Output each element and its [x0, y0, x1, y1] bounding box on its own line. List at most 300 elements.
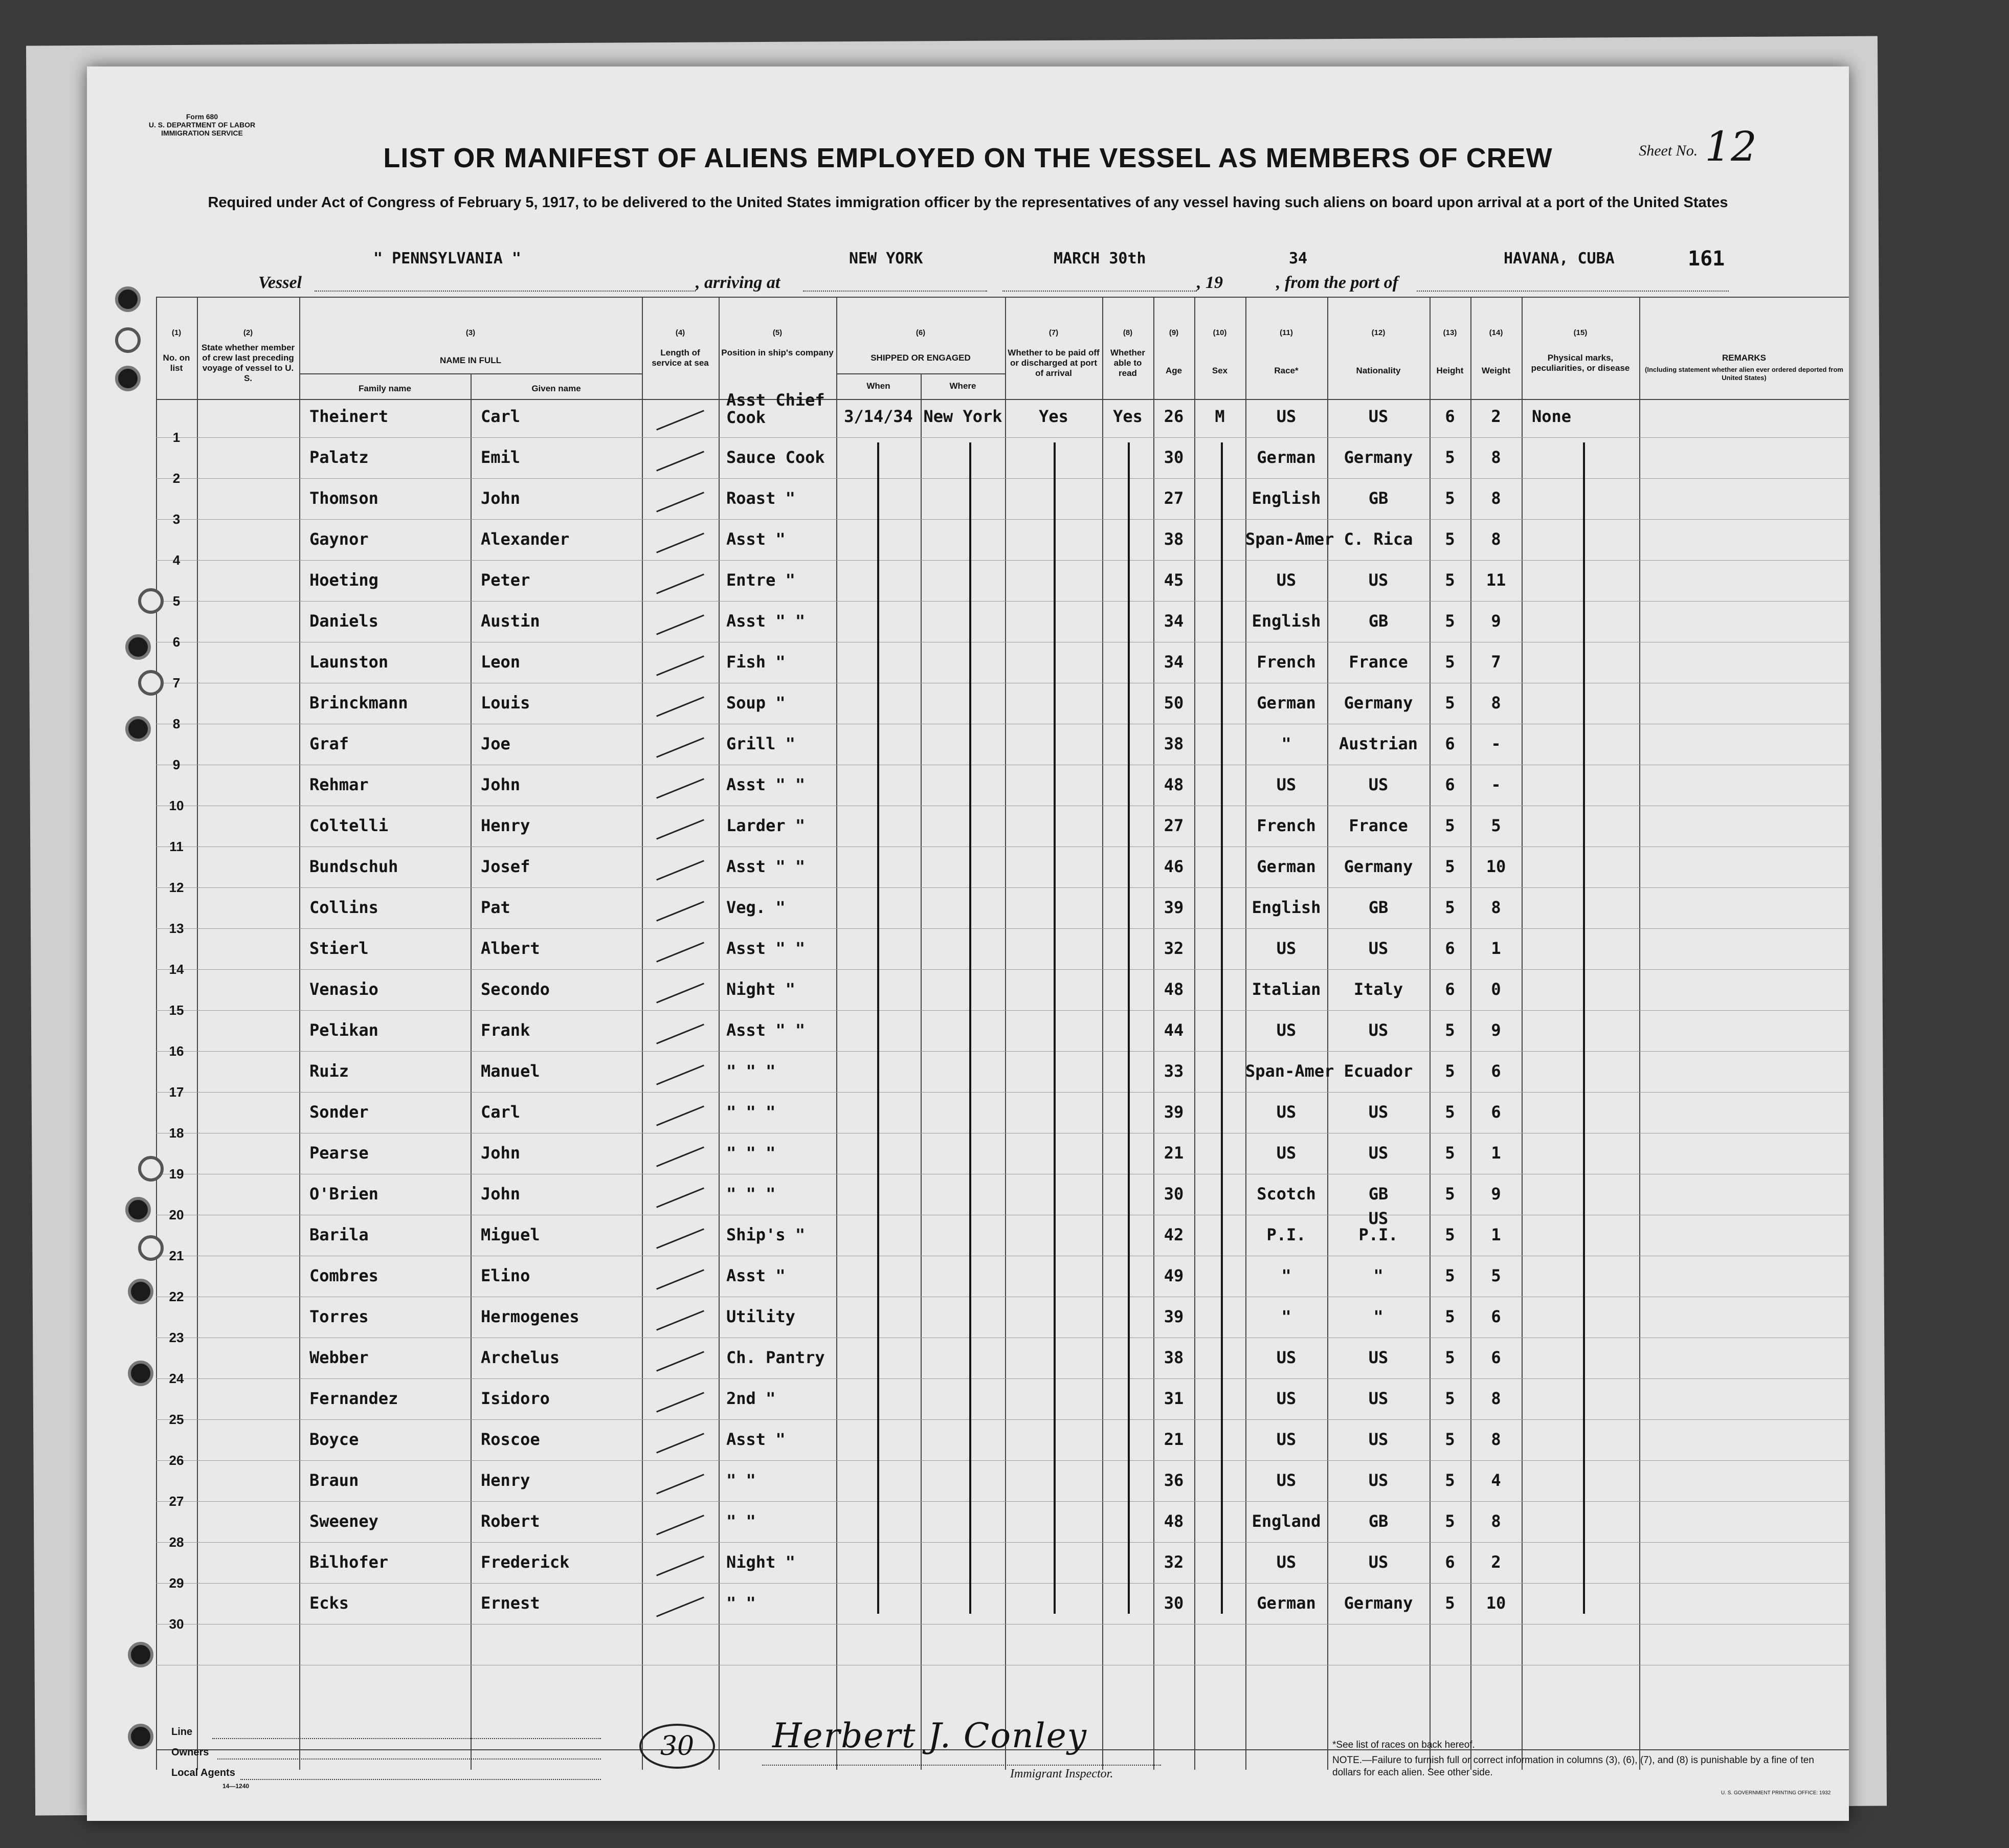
row-divider	[156, 437, 1849, 438]
arrival-year: 34	[1289, 250, 1308, 268]
row-divider	[156, 1051, 1849, 1052]
row-number: 15	[169, 1003, 184, 1018]
row-divider	[156, 560, 1849, 561]
race-cell: US	[1276, 1348, 1297, 1367]
given-name-cell: Carl	[481, 1102, 521, 1122]
row-number: 5	[172, 593, 181, 609]
row-divider	[156, 519, 1849, 520]
header-nationality: Nationality	[1356, 366, 1401, 375]
weight-cell: 6	[1491, 1307, 1501, 1326]
header-sex: Sex	[1212, 366, 1228, 375]
weight-cell: 6	[1491, 1102, 1501, 1122]
age-cell: 34	[1164, 611, 1184, 631]
age-cell: 45	[1164, 570, 1184, 590]
weight-cell: 6	[1491, 1348, 1501, 1367]
family-name-cell: O'Brien	[309, 1184, 378, 1204]
family-name-cell: Fernandez	[309, 1389, 398, 1408]
header-when: When	[866, 381, 890, 391]
service-tick-mark	[656, 983, 704, 1003]
age-cell: 32	[1164, 939, 1184, 958]
nationality-cell: "	[1373, 1266, 1383, 1285]
binder-hole	[125, 634, 151, 660]
position-cell: Ship's "	[726, 1225, 806, 1244]
height-cell: 5	[1445, 816, 1455, 835]
service-tick-mark	[656, 451, 704, 471]
service-tick-mark	[656, 860, 704, 880]
header-no-on-list: No. on list	[163, 353, 190, 373]
family-name-cell: Palatz	[309, 448, 369, 467]
nationality-cell: Italy	[1353, 979, 1403, 999]
age-cell: 50	[1164, 693, 1184, 713]
weight-cell: 8	[1491, 488, 1501, 508]
column-divider	[719, 297, 720, 1770]
service-tick-mark	[656, 942, 704, 962]
given-name-cell: Henry	[481, 1471, 530, 1490]
position-cell: Grill "	[726, 734, 795, 753]
form-identifier	[136, 113, 269, 137]
given-name-cell: Miguel	[481, 1225, 540, 1244]
age-cell: 31	[1164, 1389, 1184, 1408]
service-tick-mark	[656, 737, 704, 758]
family-name-cell: Boyce	[309, 1430, 359, 1449]
height-cell: 5	[1445, 488, 1455, 508]
given-name-cell: Robert	[481, 1511, 540, 1531]
age-cell: 30	[1164, 1184, 1184, 1204]
height-cell: 6	[1445, 734, 1455, 753]
row-divider	[156, 1010, 1849, 1011]
header-weight: Weight	[1481, 366, 1511, 375]
header-physical-marks: Physical marks, peculiarities, or disease	[1531, 353, 1630, 373]
race-cell: Scotch	[1257, 1184, 1316, 1204]
service-tick-mark	[656, 1269, 704, 1289]
race-cell: Span-Amer	[1245, 1061, 1334, 1081]
col-num-3: (3)	[465, 328, 476, 337]
column-divider	[1005, 297, 1006, 1770]
service-name: IMMIGRATION SERVICE	[161, 129, 243, 137]
service-tick-mark	[656, 1392, 704, 1412]
race-cell: US	[1276, 570, 1297, 590]
header-shipped-engaged: SHIPPED OR ENGAGED	[870, 353, 971, 363]
age-cell: 38	[1164, 734, 1184, 753]
position-cell: Asst " "	[726, 775, 806, 794]
nationality-cell: Germany	[1344, 857, 1413, 876]
signature-rule	[762, 1765, 1161, 1766]
age-cell: 48	[1164, 775, 1184, 794]
race-cell: English	[1252, 611, 1321, 631]
height-cell: 6	[1445, 979, 1455, 999]
family-name-cell: Pelikan	[309, 1020, 378, 1040]
nationality-cell: Germany	[1344, 693, 1413, 713]
when-ditto-line	[877, 442, 879, 1614]
position-cell: " " "	[726, 1102, 776, 1122]
owners-rule	[217, 1758, 601, 1760]
binder-hole	[138, 670, 164, 696]
service-tick-mark	[656, 901, 704, 921]
position-cell: " "	[726, 1511, 756, 1531]
row-number: 7	[172, 675, 181, 691]
year-label: , 19	[1197, 273, 1223, 292]
service-tick-mark	[656, 1596, 704, 1617]
weight-cell: 2	[1491, 1552, 1501, 1572]
position-cell: Night "	[726, 979, 795, 999]
header-able-to-read: Whether able to read	[1110, 348, 1145, 378]
nationality-cell: US	[1368, 407, 1389, 426]
weight-cell: 4	[1491, 1471, 1501, 1490]
service-tick-mark	[656, 696, 704, 717]
height-cell: 5	[1445, 857, 1455, 876]
family-name-cell: Thomson	[309, 488, 378, 508]
weight-cell: 10	[1486, 1593, 1506, 1613]
given-name-cell: Joe	[481, 734, 510, 753]
position-cell: Utility	[726, 1307, 795, 1326]
position-cell: " " "	[726, 1061, 776, 1081]
nationality-cell: C. Rica	[1344, 529, 1413, 549]
nationality-cell: US	[1368, 1552, 1389, 1572]
race-cell: US	[1276, 1389, 1297, 1408]
owners-label: Owners	[171, 1747, 209, 1758]
given-name-cell: Hermogenes	[481, 1307, 579, 1326]
given-name-cell: Isidoro	[481, 1389, 550, 1408]
column-divider	[1639, 297, 1640, 1770]
nationality-cell: Germany	[1344, 1593, 1413, 1613]
height-cell: 5	[1445, 1307, 1455, 1326]
weight-cell: 8	[1491, 529, 1501, 549]
row-divider	[156, 1501, 1849, 1502]
family-name-cell: Braun	[309, 1471, 359, 1490]
position-cell: 2nd "	[726, 1389, 776, 1408]
service-tick-mark	[656, 614, 704, 635]
nationality-cell: P.I.	[1358, 1225, 1398, 1244]
page-subtitle: Required under Act of Congress of February 5, 1917, to be delivered to the United States immigration officer by the representatives of any vessel having such aliens on board upon arrival at a port of the United States	[208, 194, 1728, 211]
row-number: 1	[172, 430, 181, 445]
race-cell: US	[1276, 1430, 1297, 1449]
page-title: LIST OR MANIFEST OF ALIENS EMPLOYED ON THE VESSEL AS MEMBERS OF CREW	[383, 143, 1553, 173]
weight-cell: 6	[1491, 1061, 1501, 1081]
age-cell: 36	[1164, 1471, 1184, 1490]
row-number: 10	[169, 798, 184, 813]
family-name-cell: Barila	[309, 1225, 369, 1244]
family-name-cell: Launston	[309, 652, 389, 672]
binder-hole	[128, 1724, 153, 1749]
nationality-cell: US	[1368, 1102, 1389, 1122]
manifest-page	[87, 66, 1849, 1821]
height-cell: 5	[1445, 1348, 1455, 1367]
weight-cell: 10	[1486, 857, 1506, 876]
family-name-cell: Venasio	[309, 979, 378, 999]
marks-ditto-line	[1583, 442, 1585, 1614]
binder-hole	[128, 1279, 153, 1304]
col-num-9: (9)	[1169, 328, 1179, 337]
vessel-info-line	[87, 247, 1849, 296]
nationality-cell: US	[1368, 1020, 1389, 1040]
row-number: 20	[169, 1207, 184, 1222]
row-number: 8	[172, 716, 181, 731]
age-cell: 38	[1164, 529, 1184, 549]
row-number: 11	[169, 839, 184, 854]
header-paid-off: Whether to be paid off or discharged at port of arrival	[1008, 348, 1100, 378]
binder-hole	[128, 1361, 153, 1386]
vessel-label: Vessel	[258, 273, 302, 292]
given-name-cell: Frank	[481, 1020, 530, 1040]
family-name-cell: Ruiz	[309, 1061, 349, 1081]
weight-cell: 1	[1491, 1143, 1501, 1163]
race-cell: P.I.	[1266, 1225, 1306, 1244]
given-name-cell: Leon	[481, 652, 521, 672]
race-cell: Italian	[1252, 979, 1321, 999]
header-remarks-note: (Including statement whether alien ever ordered deported from United States)	[1645, 366, 1843, 382]
row-number: 26	[169, 1453, 184, 1468]
family-name-cell: Brinckmann	[309, 693, 408, 713]
age-cell: 21	[1164, 1430, 1184, 1449]
service-tick-mark	[656, 1515, 704, 1535]
weight-cell: 9	[1491, 1020, 1501, 1040]
weight-cell: 8	[1491, 898, 1501, 917]
nationality-cell: US	[1368, 1430, 1389, 1449]
position-cell: Entre "	[726, 570, 795, 590]
race-cell: "	[1281, 734, 1291, 753]
nationality-correction: US	[1368, 1209, 1389, 1228]
race-cell: US	[1276, 1102, 1297, 1122]
position-cell: Asst " "	[726, 1020, 806, 1040]
position-cell: Asst "	[726, 1430, 786, 1449]
family-name-cell: Bilhofer	[309, 1552, 389, 1572]
given-name-cell: John	[481, 1143, 521, 1163]
age-cell: 21	[1164, 1143, 1184, 1163]
row-divider	[156, 1419, 1849, 1420]
family-name-cell: Theinert	[309, 407, 389, 426]
height-cell: 5	[1445, 693, 1455, 713]
sheet-number-value: 12	[1705, 123, 1757, 170]
nationality-cell: Ecuador	[1344, 1061, 1413, 1081]
given-name-cell: Alexander	[481, 529, 570, 549]
age-cell: 39	[1164, 1102, 1184, 1122]
row-divider	[156, 478, 1849, 479]
column-divider	[471, 373, 472, 1770]
row-number: 17	[169, 1084, 184, 1100]
height-cell: 5	[1445, 1061, 1455, 1081]
col-num-6: (6)	[916, 328, 926, 337]
row-divider	[156, 928, 1849, 929]
col-num-12: (12)	[1371, 328, 1386, 337]
row-divider	[156, 1542, 1849, 1543]
age-cell: 32	[1164, 1552, 1184, 1572]
nationality-cell: US	[1368, 570, 1389, 590]
position-cell: " "	[726, 1471, 756, 1490]
weight-cell: 8	[1491, 693, 1501, 713]
col-num-2: (2)	[243, 328, 253, 337]
service-tick-mark	[656, 1146, 704, 1167]
row-divider	[156, 887, 1849, 888]
row-number: 4	[172, 552, 181, 568]
crew-table	[156, 297, 1849, 1770]
height-cell: 5	[1445, 1430, 1455, 1449]
service-tick-mark	[656, 1474, 704, 1494]
given-name-cell: Henry	[481, 816, 530, 835]
family-name-cell: Sonder	[309, 1102, 369, 1122]
height-cell: 5	[1445, 1389, 1455, 1408]
header-height: Height	[1436, 366, 1464, 375]
family-name-cell: Combres	[309, 1266, 378, 1285]
height-cell: 5	[1445, 570, 1455, 590]
given-name-cell: Secondo	[481, 979, 550, 999]
circled-count	[639, 1724, 715, 1769]
arriving-port: NEW YORK	[849, 250, 923, 268]
vessel-rule	[315, 291, 696, 292]
line-rule	[212, 1738, 601, 1739]
binder-hole	[125, 716, 151, 742]
given-name-cell: John	[481, 488, 521, 508]
weight-cell: 1	[1491, 939, 1501, 958]
row-number: 24	[169, 1371, 184, 1386]
height-cell: 6	[1445, 407, 1455, 426]
family-name-cell: Bundschuh	[309, 857, 398, 876]
weight-cell: -	[1491, 734, 1501, 753]
height-cell: 5	[1445, 1102, 1455, 1122]
column-divider	[299, 297, 300, 1770]
race-cell: German	[1257, 1593, 1316, 1613]
header-race: Race*	[1274, 366, 1299, 375]
local-agents-rule	[240, 1779, 601, 1780]
row-number: 27	[169, 1494, 184, 1509]
row-number: 19	[169, 1166, 184, 1182]
binder-hole	[115, 366, 141, 391]
age-cell: 48	[1164, 979, 1184, 999]
printer-imprint: U. S. GOVERNMENT PRINTING OFFICE: 1932	[1721, 1790, 1831, 1796]
weight-cell: -	[1491, 775, 1501, 794]
arriving-rule	[803, 291, 987, 292]
weight-cell: 2	[1491, 407, 1501, 426]
weight-cell: 1	[1491, 1225, 1501, 1244]
race-note: *See list of races on back hereof.	[1332, 1740, 1475, 1750]
row-number: 3	[172, 511, 181, 527]
binder-hole	[115, 327, 141, 353]
nationality-cell: GB	[1368, 611, 1389, 631]
given-name-cell: Ernest	[481, 1593, 540, 1613]
age-cell: 38	[1164, 1348, 1184, 1367]
age-cell: 42	[1164, 1225, 1184, 1244]
binder-hole	[128, 1642, 153, 1667]
row-number: 23	[169, 1330, 184, 1345]
weight-cell: 9	[1491, 611, 1501, 631]
service-tick-mark	[656, 1023, 704, 1044]
race-cell: US	[1276, 1143, 1297, 1163]
col-num-5: (5)	[772, 328, 783, 337]
sex-cell: M	[1215, 407, 1225, 426]
weight-cell: 8	[1491, 1389, 1501, 1408]
height-cell: 5	[1445, 1184, 1455, 1204]
race-cell: US	[1276, 1471, 1297, 1490]
height-cell: 5	[1445, 652, 1455, 672]
row-number: 25	[169, 1412, 184, 1427]
shipped-when-cell: 3/14/34	[844, 407, 913, 426]
given-name-cell: John	[481, 1184, 521, 1204]
row-number: 9	[172, 757, 181, 772]
nationality-cell: US	[1368, 1471, 1389, 1490]
height-cell: 6	[1445, 1552, 1455, 1572]
paid-off-cell: Yes	[1039, 407, 1068, 426]
inspector-label: Immigrant Inspector.	[1010, 1767, 1113, 1780]
penalty-note: NOTE.—Failure to furnish full or correct information in columns (3), (6), (7), and (8) is punishable by a fine of ten dollars for each alien. See other side.	[1332, 1755, 1814, 1778]
height-cell: 5	[1445, 611, 1455, 631]
service-tick-mark	[656, 1310, 704, 1330]
race-cell: US	[1276, 775, 1297, 794]
given-name-cell: Roscoe	[481, 1430, 540, 1449]
row-divider	[156, 969, 1849, 970]
nationality-cell: "	[1373, 1307, 1383, 1326]
column-divider	[1194, 297, 1195, 1770]
family-name-cell: Daniels	[309, 611, 378, 631]
weight-cell: 11	[1486, 570, 1506, 590]
header-remarks: REMARKS	[1722, 353, 1766, 363]
column-divider	[1102, 297, 1103, 1770]
race-cell: US	[1276, 1552, 1297, 1572]
nationality-cell: US	[1368, 775, 1389, 794]
race-cell: US	[1276, 939, 1297, 958]
nationality-cell: GB	[1368, 488, 1389, 508]
given-name-cell: Louis	[481, 693, 530, 713]
race-cell: Span-Amer	[1245, 529, 1334, 549]
age-cell: 39	[1164, 898, 1184, 917]
column-divider	[197, 297, 198, 1770]
position-cell: Night "	[726, 1552, 795, 1572]
family-name-cell: Rehmar	[309, 775, 369, 794]
able-to-read-cell: Yes	[1113, 407, 1143, 426]
service-tick-mark	[656, 1064, 704, 1085]
age-cell: 30	[1164, 448, 1184, 467]
given-name-cell: Manuel	[481, 1061, 540, 1081]
age-cell: 33	[1164, 1061, 1184, 1081]
service-tick-mark	[656, 1351, 704, 1371]
row-number: 16	[169, 1043, 184, 1059]
position-cell: Sauce Cook	[726, 448, 825, 467]
family-name-cell: Gaynor	[309, 529, 369, 549]
family-name-cell: Stierl	[309, 939, 369, 958]
physical-marks-cell: None	[1532, 407, 1572, 426]
col-num-13: (13)	[1443, 328, 1457, 337]
header-age: Age	[1165, 366, 1182, 375]
weight-cell: 8	[1491, 1511, 1501, 1531]
col-num-1: (1)	[171, 328, 182, 337]
race-cell: German	[1257, 857, 1316, 876]
column-divider	[1522, 297, 1523, 1770]
given-name-cell: Frederick	[481, 1552, 570, 1572]
position-cell: Asst " "	[726, 857, 806, 876]
paid-ditto-line	[1054, 442, 1056, 1614]
table-top-border	[156, 297, 1849, 298]
row-number: 28	[169, 1534, 184, 1550]
header-preceding-voyage: State whether member of crew last preceding voyage of vessel to U. S.	[201, 343, 295, 383]
race-cell: US	[1276, 407, 1297, 426]
height-cell: 6	[1445, 775, 1455, 794]
inspector-signature: Herbert J. Conley	[772, 1716, 1088, 1755]
age-cell: 49	[1164, 1266, 1184, 1285]
height-cell: 5	[1445, 1020, 1455, 1040]
height-cell: 5	[1445, 1471, 1455, 1490]
weight-cell: 8	[1491, 1430, 1501, 1449]
position-cell: Asst "	[726, 529, 786, 549]
row-number: 6	[172, 634, 181, 650]
col-num-10: (10)	[1213, 328, 1227, 337]
nationality-cell: GB	[1368, 1184, 1389, 1204]
arrival-date: MARCH 30th	[1054, 250, 1146, 268]
weight-cell: 8	[1491, 448, 1501, 467]
age-cell: 44	[1164, 1020, 1184, 1040]
nationality-cell: US	[1368, 1389, 1389, 1408]
position-cell: Soup "	[726, 693, 786, 713]
header-position: Position in ship's company	[721, 348, 834, 358]
header-given-name: Given name	[531, 384, 581, 393]
height-cell: 5	[1445, 1593, 1455, 1613]
